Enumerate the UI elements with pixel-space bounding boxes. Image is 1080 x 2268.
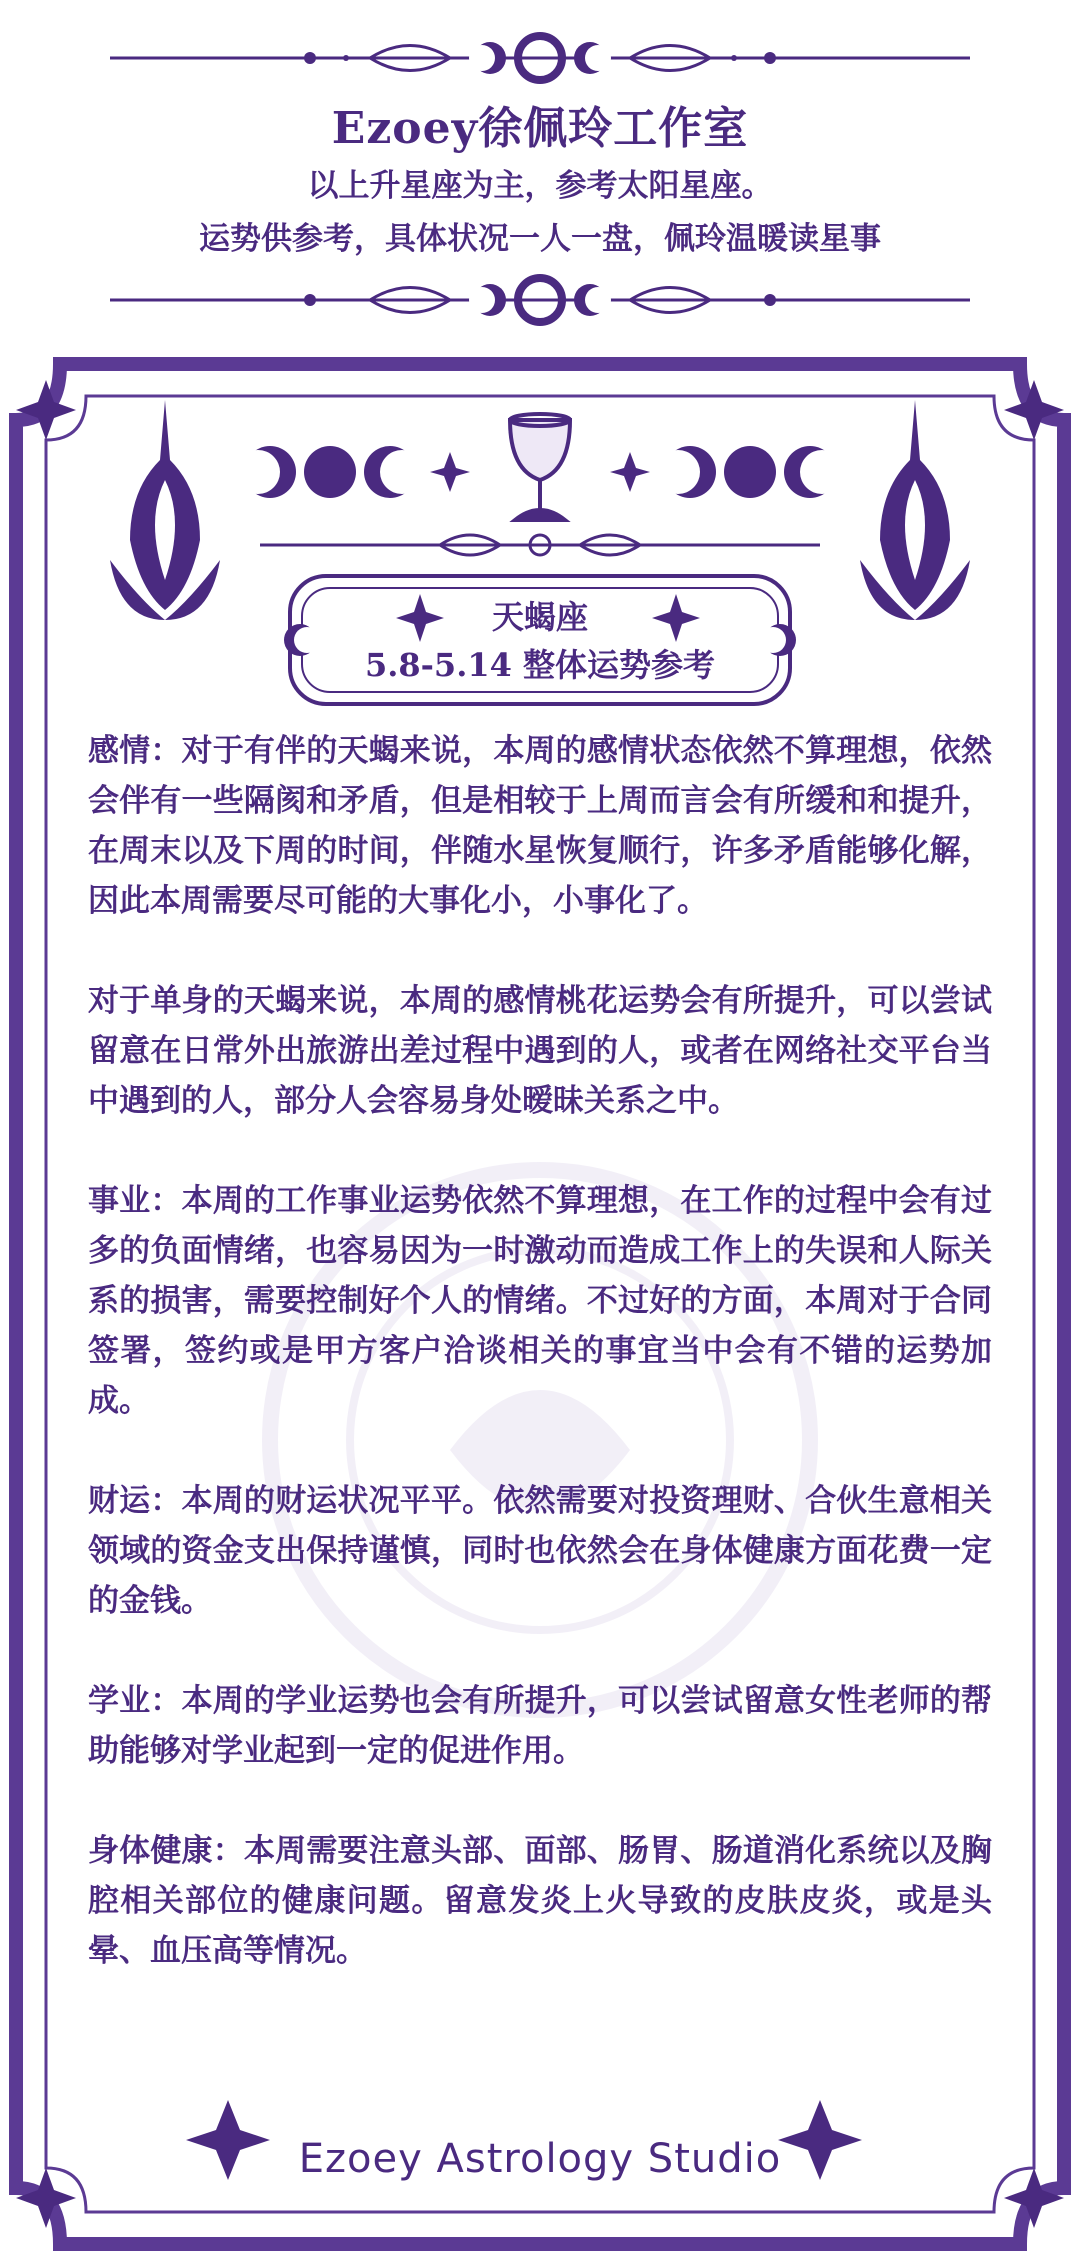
subtitle-line-1: 以上升星座为主，参考太阳星座。 xyxy=(307,168,773,204)
header-bottom-ornament xyxy=(110,270,970,330)
love-partnered-paragraph: 感情：对于有伴的天蝎来说，本周的感情状态依然不算理想，依然会伴有一些隔阂和矛盾，但是相较于上周而言会有所缓和和提升，在周末以及下周的时间，伴随水星恢复顺行，许多矛盾能够化解，因此本周需要尽可能的大事化小，小事化了。 xyxy=(88,733,992,919)
love-single-paragraph: 对于单身的天蝎来说，本周的感情桃花运势会有所提升，可以尝试留意在日常外出旅游出差过程中遇到的人，或者在网络社交平台当中遇到的人，部分人会容易身处暧昧关系之中。 xyxy=(88,983,992,1119)
header-top-ornament xyxy=(110,28,970,88)
career-paragraph: 事业：本周的工作事业运势依然不算理想，在工作的过程中会有过多的负面情绪，也容易因为一时激动而造成工作上的失误和人际关系的损害，需要控制好个人的情绪。不过好的方面，本周对于合同签署，签约或是甲方客户洽谈相关的事宜当中会有不错的运势加成。 xyxy=(88,1183,992,1419)
horoscope-content xyxy=(88,726,992,1976)
wealth-paragraph: 财运：本周的财运状况平平。依然需要对投资理财、合伙生意相关领域的资金支出保持谨慎，同时也依然会在身体健康方面花费一定的金钱。 xyxy=(88,1483,992,1619)
chalice-icon xyxy=(510,414,570,520)
studio-title: Ezoey徐佩玲工作室 xyxy=(331,103,749,154)
subtitle-line-2: 运势供参考，具体状况一人一盘，佩玲温暖读星事 xyxy=(199,221,881,257)
study-paragraph: 学业：本周的学业运势也会有所提升，可以尝试留意女性老师的帮助能够对学业起到一定的促进作用。 xyxy=(88,1683,992,1769)
sign-name: 天蝎座 xyxy=(491,598,588,636)
health-paragraph: 身体健康：本周需要注意头部、面部、肠胃、肠道消化系统以及胸腔相关部位的健康问题。留意发炎上火导致的皮肤皮炎，或是头晕、血压高等情况。 xyxy=(88,1833,992,1969)
footer-brand: Ezoey Astrology Studio xyxy=(298,2136,782,2182)
sign-date-range: 5.8-5.14 整体运势参考 xyxy=(364,646,716,684)
